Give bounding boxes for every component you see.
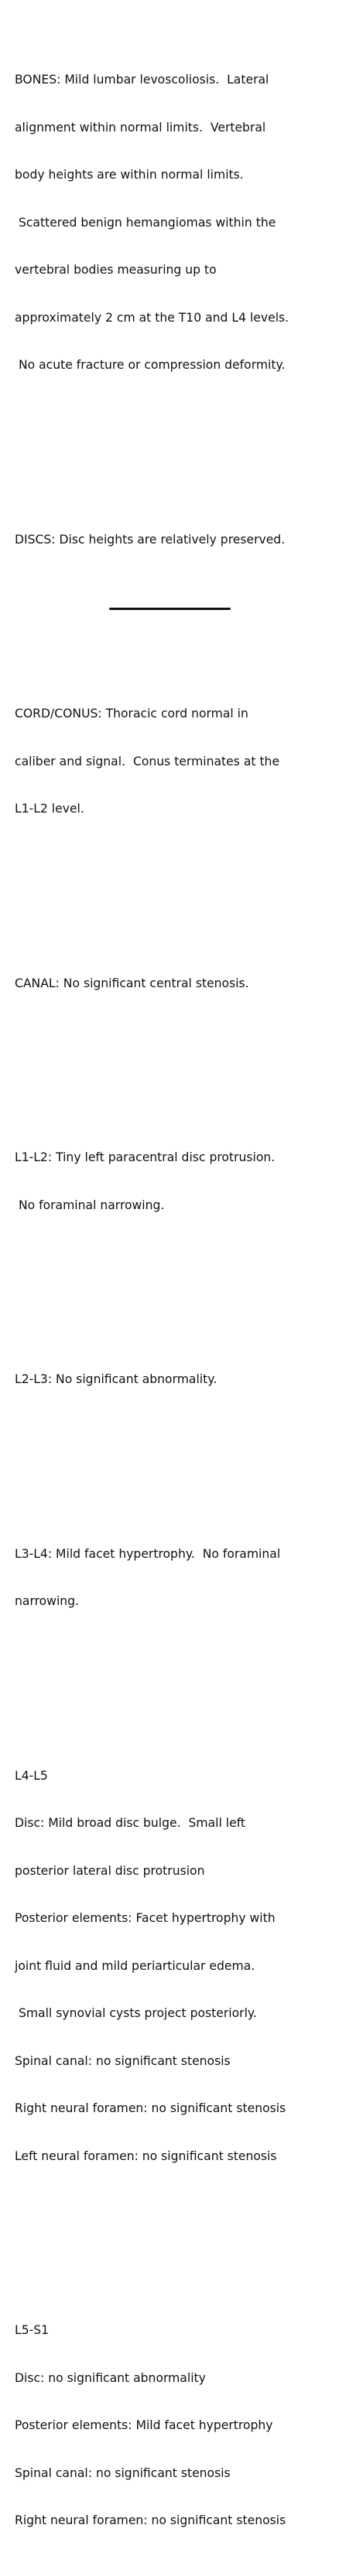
report-line: No acute fracture or compression deformity. [15,358,286,372]
report-line: L3-L4: Mild facet hypertrophy. No foraminal [15,1546,281,1561]
l1-l2-section [15,1118,336,1245]
blank-line [15,881,336,897]
report-line: Disc: Mild broad disc bulge. Small left [15,1816,246,1830]
report-line: L2-L3: No significant abnormality. [15,1372,217,1386]
report-line: body heights are within normal limits. [15,168,244,182]
hand-drawn-underline [109,608,231,610]
blank-line [15,611,336,627]
report-line: L1-L2: Tiny left paracentral disc protrusion. [15,1150,276,1164]
report-line: DISCS: Disc heights are relatively preserved. [15,532,286,547]
report-line: vertebral bodies measuring up to [15,263,217,277]
report-line: Posterior elements: Facet hypertrophy with [15,1911,276,1925]
blank-line [15,1276,336,1293]
report-line: Right neural foramen: no significant stenosis [15,2101,286,2115]
report-line: Right neural foramen: no significant stenosis [15,2513,286,2527]
report-line: Spinal canal: no significant stenosis [15,2465,231,2480]
report-line: L1-L2 level. [15,802,84,816]
blank-line [15,2227,336,2244]
radiology-report [15,9,336,2576]
report-line: L5-S1 [15,2323,50,2337]
report-line: alignment within normal limits. Vertebral [15,120,266,135]
report-line: joint fluid and mild periarticular edema. [15,1958,255,1973]
report-line: Small synovial cysts project posteriorly. [15,2006,257,2020]
l4-l5-section [15,1736,336,2196]
report-line: CANAL: No significant central stenosis. [15,976,249,990]
report-line: narrowing. [15,1594,80,1608]
blank-line [15,437,336,453]
report-line: No foraminal narrowing. [15,1198,165,1212]
report-line: L4-L5 [15,1768,48,1783]
report-line: caliber and signal. Conus terminates at the [15,754,280,768]
blank-line [15,1055,336,1071]
blank-line [15,1451,336,1467]
report-line: approximately 2 cm at the T10 and L4 levels. [15,310,289,325]
report-line: Spinal canal: no significant stenosis [15,2053,231,2068]
discs-section [15,500,336,580]
report-line: Disc: no significant abnormality [15,2370,206,2385]
cord-conus-section [15,674,336,849]
report-line: CORD/CONUS: Thoracic cord normal in [15,707,248,721]
report-line: Scattered benign hemangiomas within the [15,215,276,230]
canal-section [15,944,336,1024]
report-line: BONES: Mild lumbar levoscoliosis. Lateral [15,73,269,87]
l5-s1-section [15,2291,336,2561]
report-line: Posterior elements: Mild facet hypertrophy [15,2418,273,2432]
l2-l3-section [15,1340,336,1419]
l3-l4-section [15,1515,336,1641]
blank-line [15,1673,336,1689]
report-line: posterior lateral disc protrusion [15,1863,205,1878]
bones-section [15,40,336,405]
report-line: Left neural foramen: no significant stenosis [15,2148,277,2163]
